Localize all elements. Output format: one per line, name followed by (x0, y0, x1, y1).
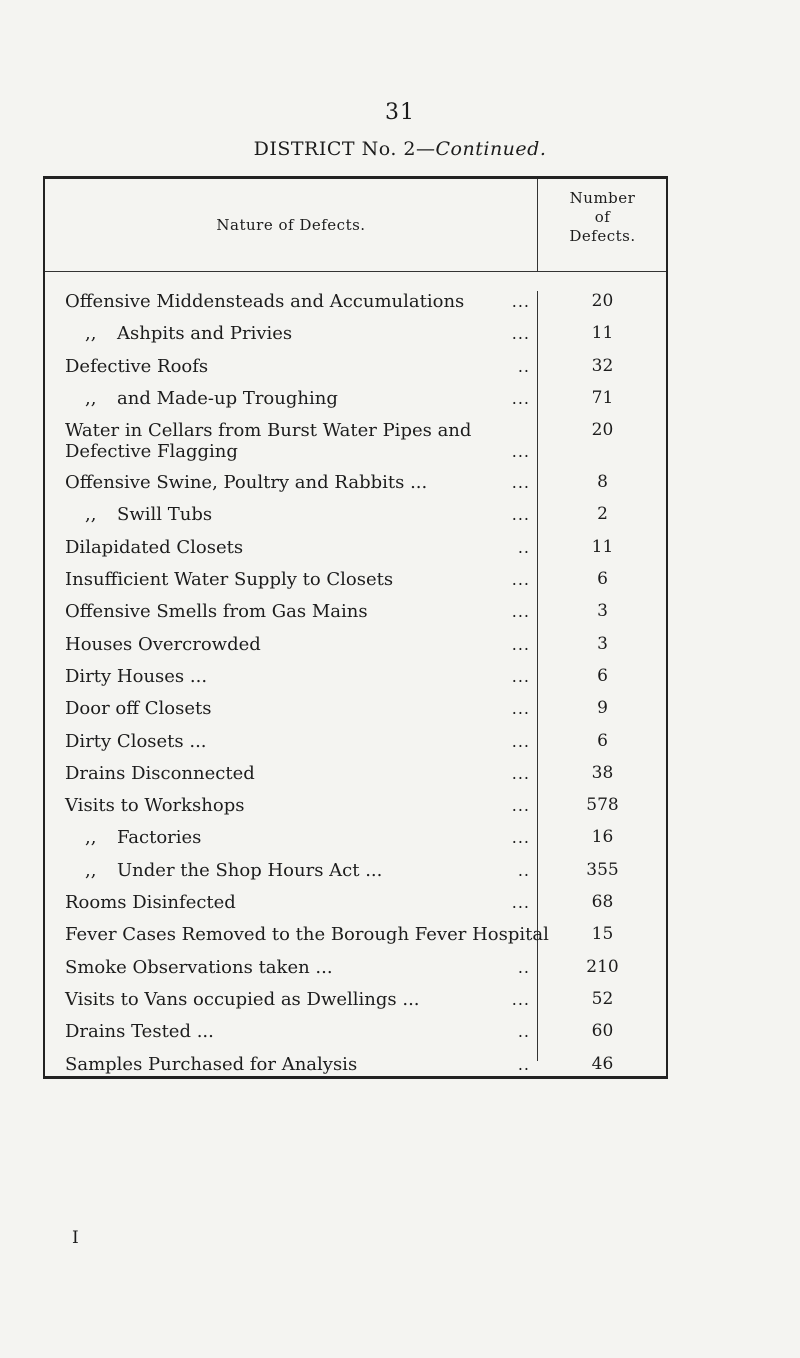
table-row (45, 388, 666, 420)
defect-label: Dirty Houses ... (65, 665, 208, 687)
leader-dots: ... (511, 442, 530, 462)
defect-nature (65, 827, 510, 848)
defect-count: 38 (591, 762, 614, 783)
table-row (45, 291, 666, 323)
leader-dots: ... (511, 763, 530, 783)
table-row (45, 763, 666, 795)
leader-dots: ... (511, 570, 530, 590)
table-row (45, 634, 666, 666)
leader-dots: ... (511, 388, 530, 408)
defect-nature (65, 698, 510, 719)
leader-dots: ... (511, 292, 530, 311)
defect-nature (65, 763, 510, 784)
defect-nature (65, 569, 510, 590)
defect-count: 20 (591, 420, 614, 441)
leader-dots: .. (517, 1054, 530, 1074)
ditto-mark: ,, (85, 859, 97, 881)
leader-dots: .. (517, 860, 530, 880)
header-number-line-2: of (594, 208, 611, 226)
leader-dots: .. (517, 1022, 530, 1042)
defect-label: Swill Tubs (117, 504, 213, 526)
defect-nature (65, 601, 510, 622)
leader-dots: ... (511, 505, 530, 525)
table-row (45, 537, 666, 569)
table-row (45, 795, 666, 827)
defect-count: 71 (591, 387, 614, 408)
header-column-divider (537, 179, 538, 271)
leader-dots: ... (511, 699, 530, 719)
header-number (539, 189, 666, 246)
defect-count: 11 (591, 536, 614, 557)
table-row (45, 731, 666, 763)
leader-dots: .. (517, 957, 530, 977)
defect-nature (65, 504, 510, 525)
page-number: 31 (385, 100, 415, 125)
leader-dots: ... (511, 602, 530, 622)
defect-nature (65, 892, 510, 913)
defect-count: 2 (597, 504, 608, 525)
defects-table (43, 176, 668, 1079)
defect-label: Offensive Smells from Gas Mains (65, 601, 368, 623)
defect-count: 6 (597, 730, 608, 751)
district-title (0, 138, 800, 160)
table-row (45, 323, 666, 355)
defect-count: 52 (591, 988, 614, 1009)
table-row (45, 569, 666, 601)
defect-label: Samples Purchased for Analysis (65, 1053, 358, 1075)
defect-nature (65, 388, 510, 409)
footer-mark: I (72, 1228, 79, 1248)
defect-label: Houses Overcrowded (65, 633, 261, 655)
defect-count: 16 (591, 827, 614, 848)
defect-count: 60 (591, 1021, 614, 1042)
defect-nature (65, 924, 549, 946)
table-row (45, 957, 666, 989)
header-nature: Nature of Defects. (216, 216, 366, 234)
defect-nature (65, 356, 510, 377)
defect-label: Dilapidated Closets (65, 536, 244, 558)
defect-nature (65, 731, 510, 752)
defect-label: Factories (117, 827, 202, 849)
table-body (45, 291, 666, 1086)
header-number-line-1: Number (569, 189, 636, 207)
leader-dots: .. (517, 356, 530, 376)
table-row (45, 827, 666, 859)
defect-label: Drains Disconnected (65, 762, 255, 784)
defect-nature (65, 634, 510, 655)
defect-label: Water in Cellars from Burst Water Pipes and Defective Flagging (65, 420, 472, 463)
district-title-continued: Continued. (435, 138, 547, 160)
ditto-mark: ,, (85, 504, 97, 526)
ditto-mark: ,, (85, 323, 97, 345)
defect-label: Ashpits and Privies (117, 323, 293, 345)
defect-nature (65, 989, 510, 1010)
defect-label: Under the Shop Hours Act ... (117, 859, 383, 881)
defect-count: 3 (597, 633, 608, 654)
table-row (45, 601, 666, 633)
defect-nature (65, 537, 510, 558)
defect-count: 20 (591, 291, 614, 311)
defect-nature (65, 1021, 510, 1042)
defect-count: 355 (586, 859, 619, 880)
defect-nature (65, 291, 510, 312)
defect-label: Door off Closets (65, 698, 212, 720)
table-row (45, 892, 666, 924)
leader-dots: ... (511, 666, 530, 686)
leader-dots: ... (511, 731, 530, 751)
leader-dots: ... (511, 324, 530, 344)
leader-dots: ... (511, 893, 530, 913)
defect-count: 3 (597, 601, 608, 622)
defect-count: 32 (591, 355, 614, 376)
defect-nature (65, 1054, 510, 1075)
defect-label: Smoke Observations taken ... (65, 956, 333, 978)
table-row (45, 989, 666, 1021)
defect-label: Rooms Disinfected (65, 892, 236, 914)
leader-dots: ... (511, 796, 530, 816)
defect-count: 6 (597, 569, 608, 590)
defect-count: 9 (597, 698, 608, 719)
table-row (45, 1021, 666, 1053)
defect-label: Defective Roofs (65, 355, 209, 377)
defect-label: Dirty Closets ... (65, 730, 207, 752)
table-row (45, 666, 666, 698)
table-row (45, 698, 666, 730)
defect-label: Offensive Middensteads and Accumulations (65, 291, 465, 312)
defect-count: 6 (597, 665, 608, 686)
defect-label: Visits to Vans occupied as Dwellings ... (65, 988, 420, 1010)
defect-count: 15 (591, 924, 614, 945)
leader-dots: ... (511, 828, 530, 848)
leader-dots: .. (517, 537, 530, 557)
header-number-line-3: Defects. (569, 227, 636, 245)
defect-label: Offensive Swine, Poultry and Rabbits ... (65, 472, 428, 494)
defect-label: Visits to Workshops (65, 795, 245, 817)
table-row (45, 504, 666, 536)
defect-count: 210 (586, 956, 619, 977)
defect-nature (65, 957, 510, 978)
district-title-main: DISTRICT No. 2— (253, 138, 436, 160)
defect-label: Insufficient Water Supply to Closets (65, 569, 394, 591)
defect-nature (65, 666, 510, 687)
table-row (45, 860, 666, 892)
defect-count: 8 (597, 472, 608, 493)
defect-nature (65, 420, 510, 462)
defect-count: 578 (586, 795, 619, 816)
ditto-mark: ,, (85, 827, 97, 849)
leader-dots: ... (511, 634, 530, 654)
table-row (45, 472, 666, 504)
defect-count: 46 (591, 1053, 614, 1074)
table-row (45, 420, 666, 472)
defect-count: 68 (591, 892, 614, 913)
table-row (45, 1054, 666, 1086)
defect-count: 11 (591, 323, 614, 344)
table-row (45, 356, 666, 388)
ditto-mark: ,, (85, 387, 97, 409)
defect-nature (65, 795, 510, 816)
defect-label: and Made-up Troughing (117, 387, 338, 409)
header-divider (45, 271, 666, 272)
defect-nature (65, 860, 510, 881)
leader-dots: ... (511, 989, 530, 1009)
table-row (45, 924, 666, 956)
defect-nature (65, 323, 510, 344)
defect-nature (65, 472, 510, 493)
defect-label: Fever Cases Removed to the Borough Fever Hospital (65, 924, 549, 946)
defect-label: Drains Tested ... (65, 1021, 214, 1043)
leader-dots: ... (511, 473, 530, 493)
